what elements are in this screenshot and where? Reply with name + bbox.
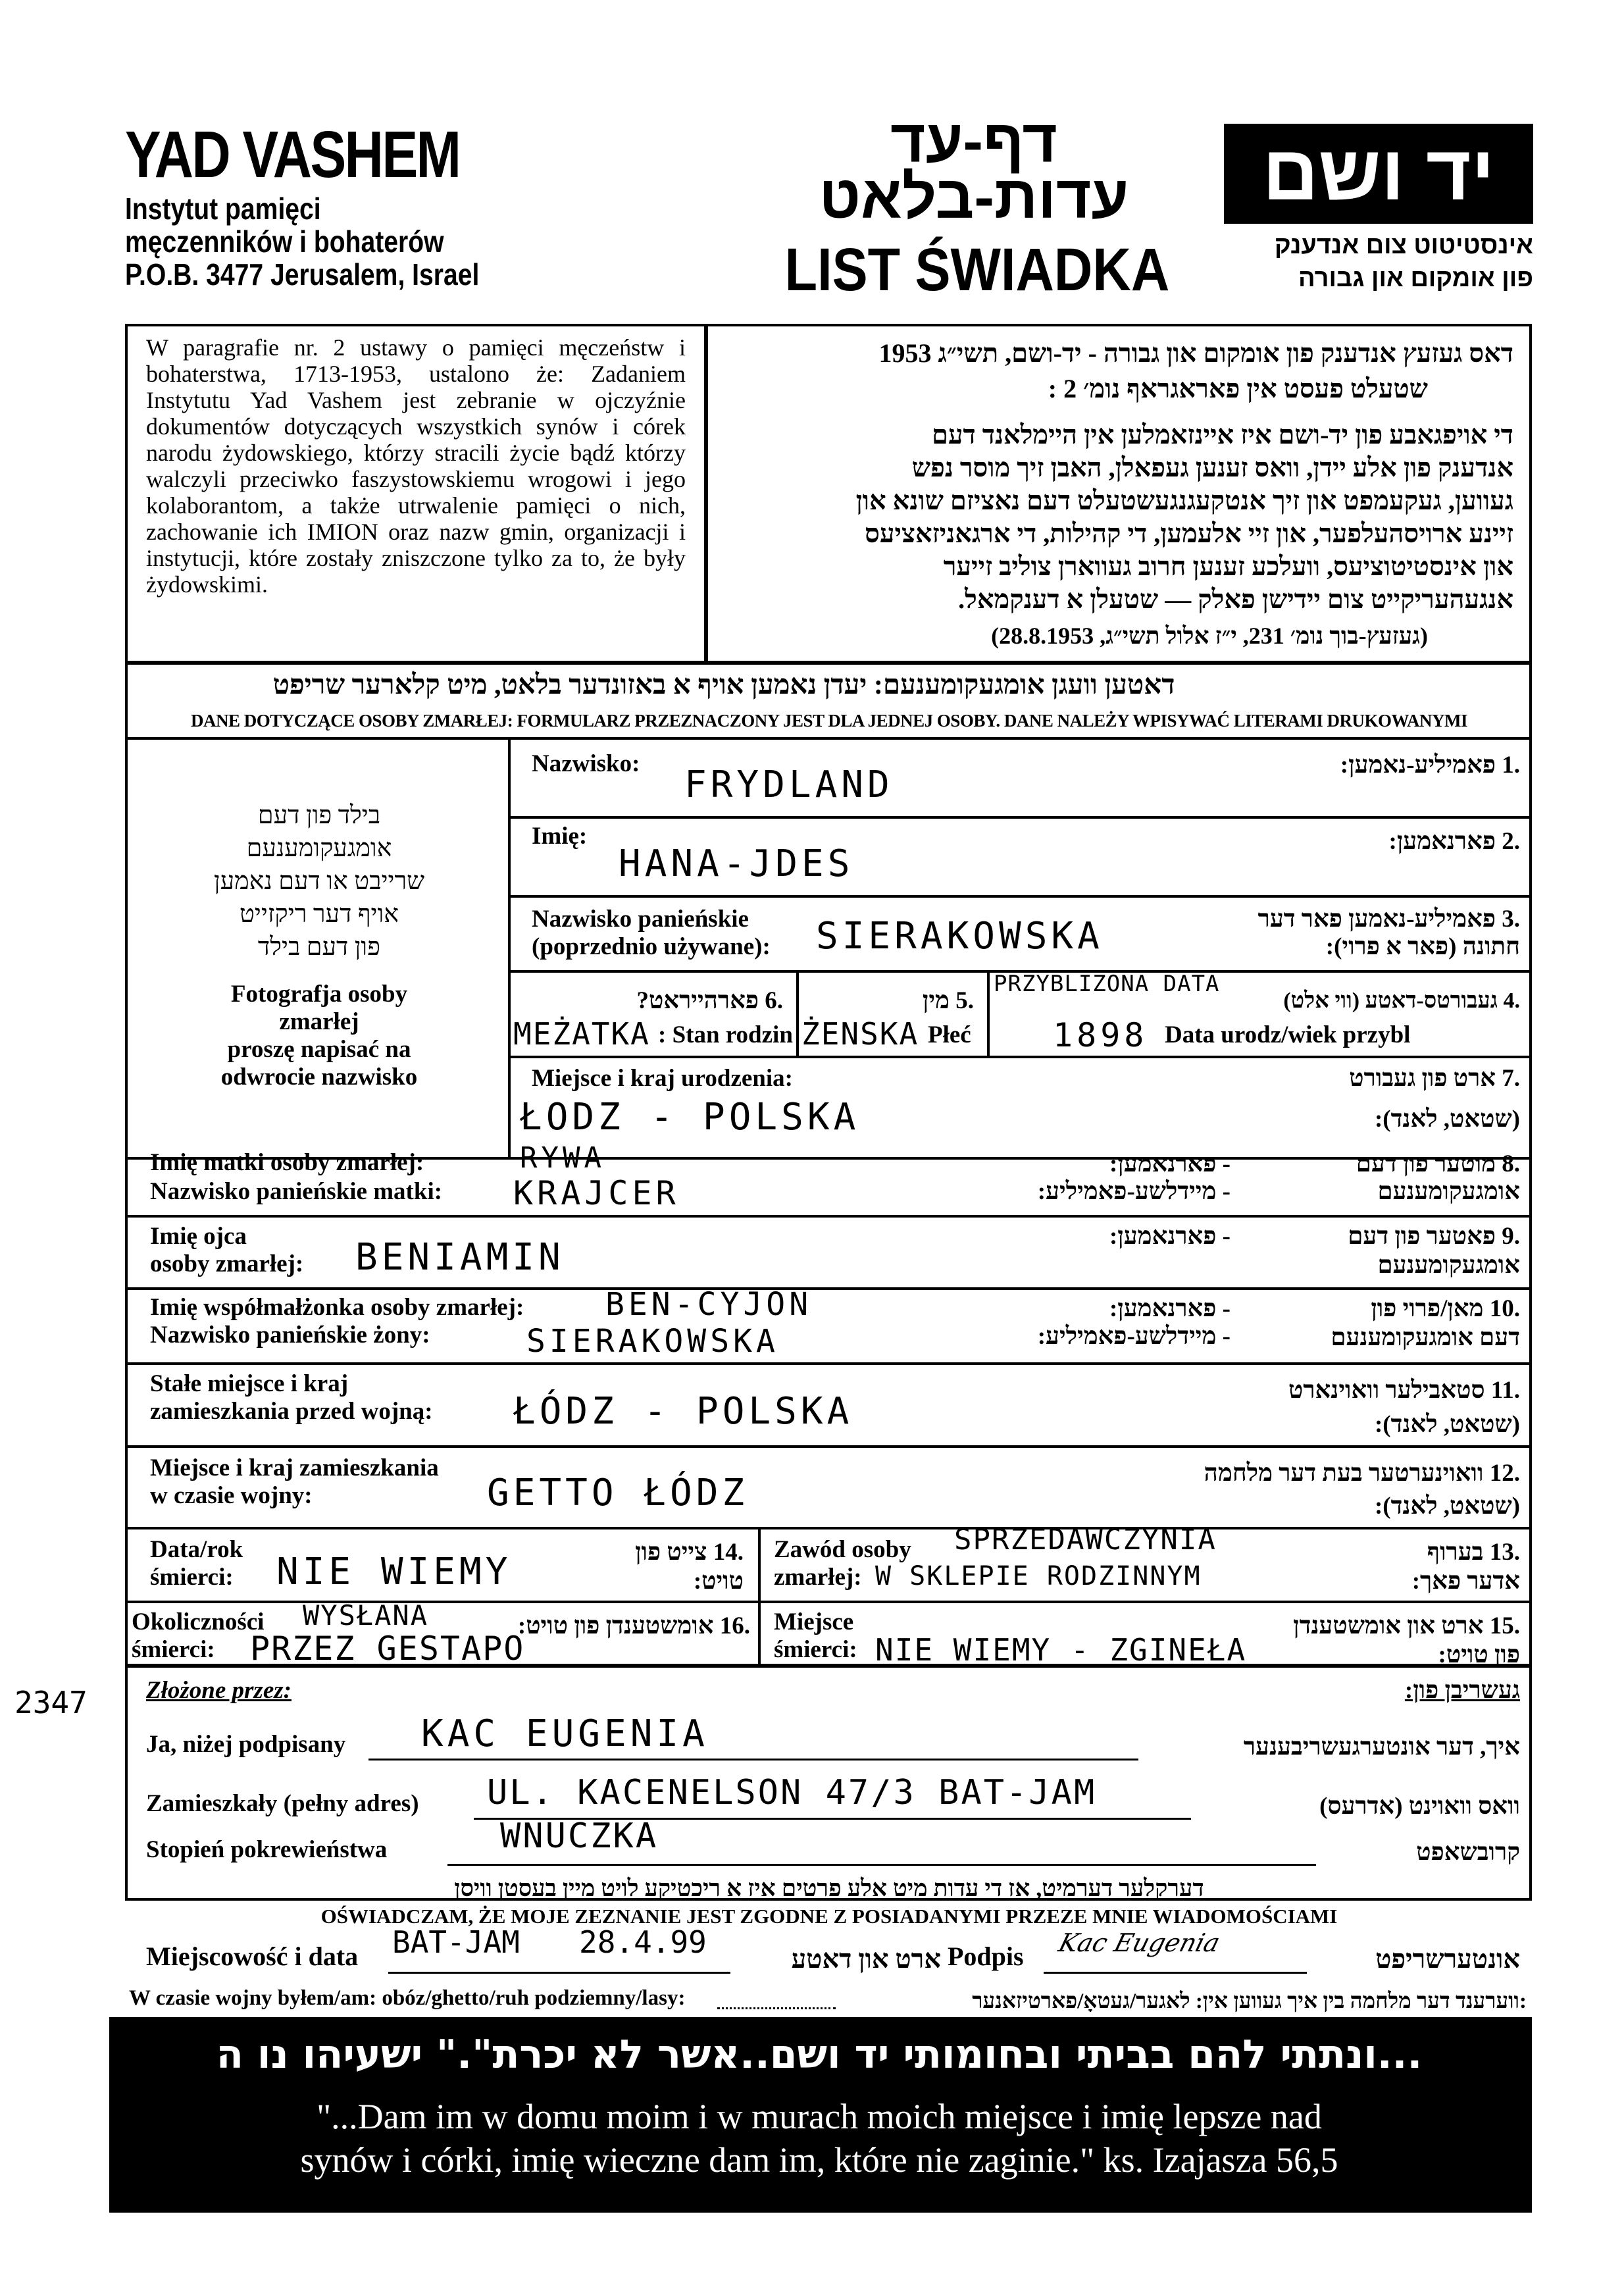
logo-block (1224, 124, 1533, 224)
title-polish: LIST ŚWIADKA (784, 236, 1170, 303)
mother-name-label: Imię matki osoby zmarłej: (150, 1149, 424, 1176)
residence-field[interactable]: ŁÓDZ - POLSKA (513, 1390, 853, 1433)
logo-hebrew: יד ושם (1262, 130, 1495, 217)
wartime-status-label: W czasie wojny byłem/am: obóz/ghetto/ruh podziemny/lasy: (129, 1986, 686, 2010)
wartime-residence-label-hebrew-2: (שטאט, לאנד): (1374, 1493, 1520, 1520)
spouse-maiden-mid-hebrew: - מיידלשע-פאמיליע: (1037, 1323, 1231, 1350)
signature-label-hebrew: אונטערשריפט (1375, 1944, 1520, 1974)
death-circumstances-field-2[interactable]: PRZEZ GESTAPO (250, 1630, 525, 1668)
intro-yiddish-line-7: און אינסטיטוציעס, וועלכע זענען חרוב געווארן צוליב זייער (943, 552, 1513, 581)
death-circumstances-label-1: Okoliczności (132, 1608, 265, 1635)
first-name-field[interactable]: HANA-JDES (619, 842, 854, 885)
intro-yiddish-line-5: געווען, געקעמפט און זיך אנטקעגנגעשטעלט דעם נאציזם שונא און (855, 486, 1513, 515)
father-name-label-1: Imię ojca (150, 1223, 247, 1250)
intro-yiddish-line-6: זיינע ארויסהעלפער, און זיי אלעמען, די קהילות, די ארגאניזאציעס (865, 519, 1513, 548)
death-date-label-1: Data/rok (150, 1536, 243, 1563)
org-address: P.O.B. 3477 Jerusalem, Israel (125, 257, 480, 292)
death-date-label-2: śmierci: (150, 1564, 234, 1591)
mother-maiden-label: Nazwisko panieńskie matki: (150, 1178, 443, 1205)
wartime-residence-label-hebrew-1: .12 וואוינערטער בעת דער מלחמה (1204, 1460, 1520, 1487)
spouse-maiden-label: Nazwisko panieńskie żony: (150, 1322, 430, 1349)
divider (508, 895, 1532, 898)
submitter-heading-hebrew: געשריבן פון: (1404, 1677, 1520, 1704)
death-place-label-hebrew-1: .15 ארט און אומשטענדן (1293, 1612, 1520, 1639)
relationship-label: Stopień pokrewieństwa (146, 1836, 388, 1863)
photo-polish-3: proszę napisać na (227, 1036, 411, 1063)
submitter-address-field[interactable]: UL. KACENELSON 47/3 BAT-JAM (487, 1773, 1097, 1812)
intro-yiddish-line-8: אנגעהעריקייט צום יידישן פאלק — שטעלן א דענקמאל. (958, 584, 1513, 614)
data-header-yiddish: דאטען וועגן אומגעקומענעם: יעדן נאמען אויף א באזונדער בלאט, מיט קלארער שריפט (272, 670, 1175, 700)
father-name-mid-hebrew: - פארנאמען: (1109, 1223, 1231, 1250)
margin-number: 2347 (14, 1685, 88, 1720)
birth-date-label: Data urodz/wiek przybl (1165, 1021, 1411, 1048)
submitter-address-label: Zamieszkały (pełny adres) (146, 1790, 419, 1817)
sex-label-hebrew: .5 מין (922, 987, 974, 1014)
relationship-line (447, 1864, 1316, 1866)
place-date-label-hebrew: ארט און דאטע (791, 1944, 941, 1974)
spouse-label-hebrew-2: דעם אומגעקומענעם (1331, 1324, 1520, 1351)
father-label-hebrew-1: .9 פאטער פון דעם (1348, 1223, 1520, 1250)
footer-polish-2: synów i córki, imię wieczne dam im, które nie zaginie." ks. Izajasza 56,5 (300, 2140, 1338, 2180)
intro-yiddish-line-4: אנדענק פון אלע יידן, וואס זענען געפאלן, האבן זיך מוסר נפש (911, 453, 1513, 482)
signature-field[interactable]: Kac Eugenia (1055, 1928, 1223, 1957)
surname-field[interactable]: FRYDLAND (684, 763, 894, 806)
birthplace-field[interactable]: ŁODZ - POLSKA (520, 1096, 860, 1139)
maiden-name-field[interactable]: SIERAKOWSKA (816, 915, 1104, 958)
title-hebrew-2: עדות-בלאט (819, 164, 1129, 231)
spouse-maiden-field[interactable]: SIERAKOWSKA (526, 1323, 779, 1360)
intro-yiddish-line-9: (געזעץ-בוך נומ׳ 231, י״ז אלול תשי״ג, 28.8.1953) (991, 623, 1428, 649)
intro-yiddish-line-1: דאס געזעץ אנדענק פון אומקום און גבורה - יד-ושם, תשי״ג 1953 (878, 338, 1513, 368)
mother-maiden-mid-hebrew: - מיידלשע-פאמיליע: (1037, 1178, 1231, 1205)
divider (125, 1445, 1532, 1448)
occupation-label-2: zmarłej: (774, 1564, 862, 1591)
mother-name-field[interactable]: RYWA (520, 1141, 605, 1175)
date-field[interactable]: 28.4.99 (579, 1924, 707, 1960)
wartime-residence-label-2: w czasie wojny: (150, 1482, 313, 1509)
org-name: YAD VASHEM (125, 118, 460, 192)
photo-polish-2: zmarłej (279, 1008, 359, 1035)
death-place-label-2: śmierci: (774, 1636, 857, 1663)
declaration-hebrew: דערקלער דערמיט, אז די עדות מיט אלע פרטים איז א ריכטיקע לויט מיין בעסטן וויסן (454, 1875, 1204, 1901)
wartime-residence-field[interactable]: GETTO ŁÓDZ (487, 1472, 749, 1514)
photo-yiddish-5: פון דעם בילד (257, 933, 381, 961)
submitter-name-label-hebrew: איך, דער אונטערגעשריבענער (1243, 1734, 1520, 1760)
divider (508, 816, 1532, 819)
intro-polish-text: W paragrafie nr. 2 ustawy o pamięci męczeństw i bohaterstwa, 1713-1953, ustalono że: Zadaniem Instytutu Yad Vashem jest zebranie w ojczyźnie dokumentów dotyczących wszystkich synów i córek narodu żydowskiego, którzy stracili życie bądź którzy walczyli przeciwko faszystowskiemu wrogowi i jego kolaborantom, a także utrwalenie pamięci o nich, zachowanie ich IMION oraz nazw gmin, organizacji i instytucji, które zostały zniszczone tylko za to, że były żydowskimi. (146, 334, 686, 598)
death-place-label-hebrew-2: פון טויט: (1438, 1641, 1520, 1668)
sex-field[interactable]: ŻENSKA (801, 1016, 919, 1052)
photo-polish-4: odwrocie nazwisko (220, 1064, 418, 1091)
mother-maiden-field[interactable]: KRAJCER (513, 1174, 680, 1212)
title-hebrew-1: דף-עד (890, 108, 1057, 175)
maiden-name-label-1: Nazwisko panieńskie (532, 906, 749, 933)
divider (758, 1527, 761, 1666)
maiden-name-label-hebrew-1: .3 פאמיליע-נאמען פאר דער (1257, 906, 1520, 933)
death-date-field[interactable]: NIE WIEMY (276, 1551, 512, 1593)
occupation-field-2[interactable]: W SKLEPIE RODZINNYM (875, 1561, 1202, 1591)
spouse-name-label: Imię współmałżonka osoby zmarłej: (150, 1294, 524, 1321)
first-name-label-hebrew: .2 פארנאמען: (1388, 828, 1520, 855)
death-circumstances-label-hebrew: .16 אומשטענדן פון טויט: (517, 1612, 750, 1639)
footer-hebrew: ...ונתתי להם בביתי ובחומותי יד ושם..אשר לא יכרת"." ישעיהו נו ה (216, 2032, 1423, 2078)
father-name-field[interactable]: BENIAMIN (355, 1236, 565, 1279)
relationship-label-hebrew: קרובשאפט (1416, 1839, 1520, 1866)
place-date-label: Miejscowość i data (146, 1941, 359, 1971)
residence-label-1: Stałe miejsce i kraj (150, 1370, 349, 1397)
submitter-name-field[interactable]: KAC EUGENIA (421, 1712, 709, 1755)
photo-yiddish-1: בילד פון דעם (257, 802, 381, 829)
mother-label-hebrew-1: .8 מוטער פון דעם (1356, 1150, 1520, 1177)
maiden-name-label-hebrew-2: חתונה (פאר א פרוי): (1325, 933, 1520, 960)
photo-yiddish-4: אויף דער ריקזייט (239, 900, 399, 928)
father-name-label-2: osoby zmarłej: (150, 1250, 304, 1277)
intro-yiddish-line-3: די אויפגאבע פון יד-ושם איז איינזאמלען אין היימלאנד דעם (931, 420, 1513, 450)
wartime-status-line (717, 2007, 836, 2009)
divider (125, 1527, 1532, 1529)
photo-yiddish-2: אומגעקומענעם (246, 835, 392, 862)
sex-label: Płeć (928, 1021, 971, 1048)
death-place-field[interactable]: NIE WIEMY - ZGINEŁA (875, 1632, 1247, 1668)
spouse-label-hebrew-1: .10 מאן/פרוי פון (1371, 1295, 1520, 1322)
marital-status-field[interactable]: MEŻATKA (513, 1016, 650, 1052)
mother-label-hebrew-2: אומגעקומענעם (1377, 1178, 1520, 1205)
divider (796, 970, 799, 1056)
occupation-field-1[interactable]: SPRZEDAWCZYNIA (954, 1523, 1217, 1556)
wartime-status-label-hebrew: :ווערענד דער מלחמה בין איך געווען אין: לאגער/געטאָ/פארטיזאנער (972, 1990, 1527, 2013)
residence-label-hebrew-1: .11 סטאבילער וואוינארט (1288, 1377, 1520, 1404)
org-subtitle-2: męczenników i bohaterów (125, 224, 444, 259)
divider (125, 737, 1532, 740)
marital-status-label: : Stan rodzin (658, 1021, 793, 1048)
org-subtitle-1: Instytut pamięci (125, 192, 321, 226)
declaration: OŚWIADCZAM, ŻE MOJE ZEZNANIE JEST ZGODNE Z POSIADANYMI PRZEZE MNIE WIADOMOŚCIAMI (320, 1905, 1338, 1928)
photo-yiddish-3: שרייבט או דעם נאמען (213, 867, 425, 895)
birthplace-label: Miejsce i kraj urodzenia: (532, 1065, 793, 1092)
residence-label-2: zamieszkania przed wojną: (150, 1398, 433, 1425)
death-date-label-hebrew-1: .14 צייט פון (635, 1539, 744, 1566)
father-label-hebrew-2: אומגעקומענעם (1377, 1252, 1520, 1279)
photo-polish-1: Fotografja osoby (230, 981, 408, 1008)
occupation-label-hebrew-1: .13 בערוף (1427, 1539, 1520, 1566)
spouse-name-mid-hebrew: - פארנאמען: (1109, 1295, 1231, 1322)
footer-polish-1: "...Dam im w domu moim i w murach moich miejsce i imię lepsze nad (317, 2097, 1322, 2136)
birthplace-label-hebrew-1: .7 ארט פון געבורט (1349, 1065, 1520, 1092)
relationship-field[interactable]: WNUCZKA (500, 1816, 659, 1856)
submitter-name-label: Ja, niżej podpisany (146, 1731, 346, 1758)
place-field[interactable]: BAT-JAM (392, 1924, 520, 1960)
death-date-label-hebrew-2: טויט: (693, 1568, 744, 1595)
residence-label-hebrew-2: (שטאט, לאנד): (1374, 1411, 1520, 1438)
mother-name-mid-hebrew: - פארנאמען: (1109, 1150, 1231, 1177)
birth-date-field[interactable]: 1898 (1053, 1016, 1148, 1054)
marital-status-label-hebrew: .6 פארהייראט? (636, 987, 783, 1014)
surname-label-hebrew: .1 פאמיליע-נאמען: (1340, 752, 1520, 779)
divider (125, 1215, 1532, 1218)
occupation-label-1: Zawód osoby (774, 1536, 911, 1563)
birth-date-note: PRZYBLIZONA DATA (994, 971, 1220, 997)
occupation-label-hebrew-2: אדער פאך: (1411, 1568, 1520, 1595)
signature-line (1044, 1972, 1307, 1974)
first-name-label: Imię: (532, 823, 588, 850)
submitter-heading: Złożone przez: (146, 1677, 292, 1704)
death-place-label-1: Miejsce (774, 1608, 854, 1635)
birthplace-label-hebrew-2: (שטאט, לאנד): (1374, 1106, 1520, 1133)
surname-label: Nazwisko: (532, 750, 640, 777)
wartime-residence-label-1: Miejsce i kraj zamieszkania (150, 1454, 439, 1481)
submitter-address-label-hebrew: וואס וואוינט (אדרעס) (1319, 1793, 1520, 1820)
submitter-name-line (368, 1759, 1138, 1760)
place-date-line (388, 1972, 730, 1974)
birth-date-label-hebrew: .4 געבורטס-דאטע (ווי אלט) (1283, 989, 1520, 1013)
logo-subtitle-2: פון אומקום און גבורה (1298, 265, 1533, 292)
data-header-polish: DANE DOTYCZĄCE OSOBY ZMARŁEJ: FORMULARZ PRZEZNACZONY JEST DLA JEDNEJ OSOBY. DANE NALEŻY WPISYWAĆ LITERAMI DRUKOWANYMI (190, 711, 1467, 731)
divider (508, 737, 511, 1157)
death-circumstances-field-1[interactable]: WYSŁANA (303, 1599, 429, 1632)
divider (508, 1056, 1532, 1058)
death-circumstances-label-2: śmierci: (132, 1636, 215, 1663)
maiden-name-label-2: (poprzednio używane): (532, 933, 771, 960)
divider (125, 1287, 1532, 1290)
spouse-name-field[interactable]: BEN-CYJON (605, 1286, 813, 1323)
divider (125, 1362, 1532, 1365)
signature-label: Podpis (948, 1941, 1024, 1971)
intro-yiddish-line-2: שטעלט פעסט אין פאראגראף נומ׳ 2 : (1048, 374, 1428, 403)
divider (987, 970, 990, 1056)
logo-subtitle-1: אינסטיטוט צום אנדענק (1274, 232, 1533, 259)
